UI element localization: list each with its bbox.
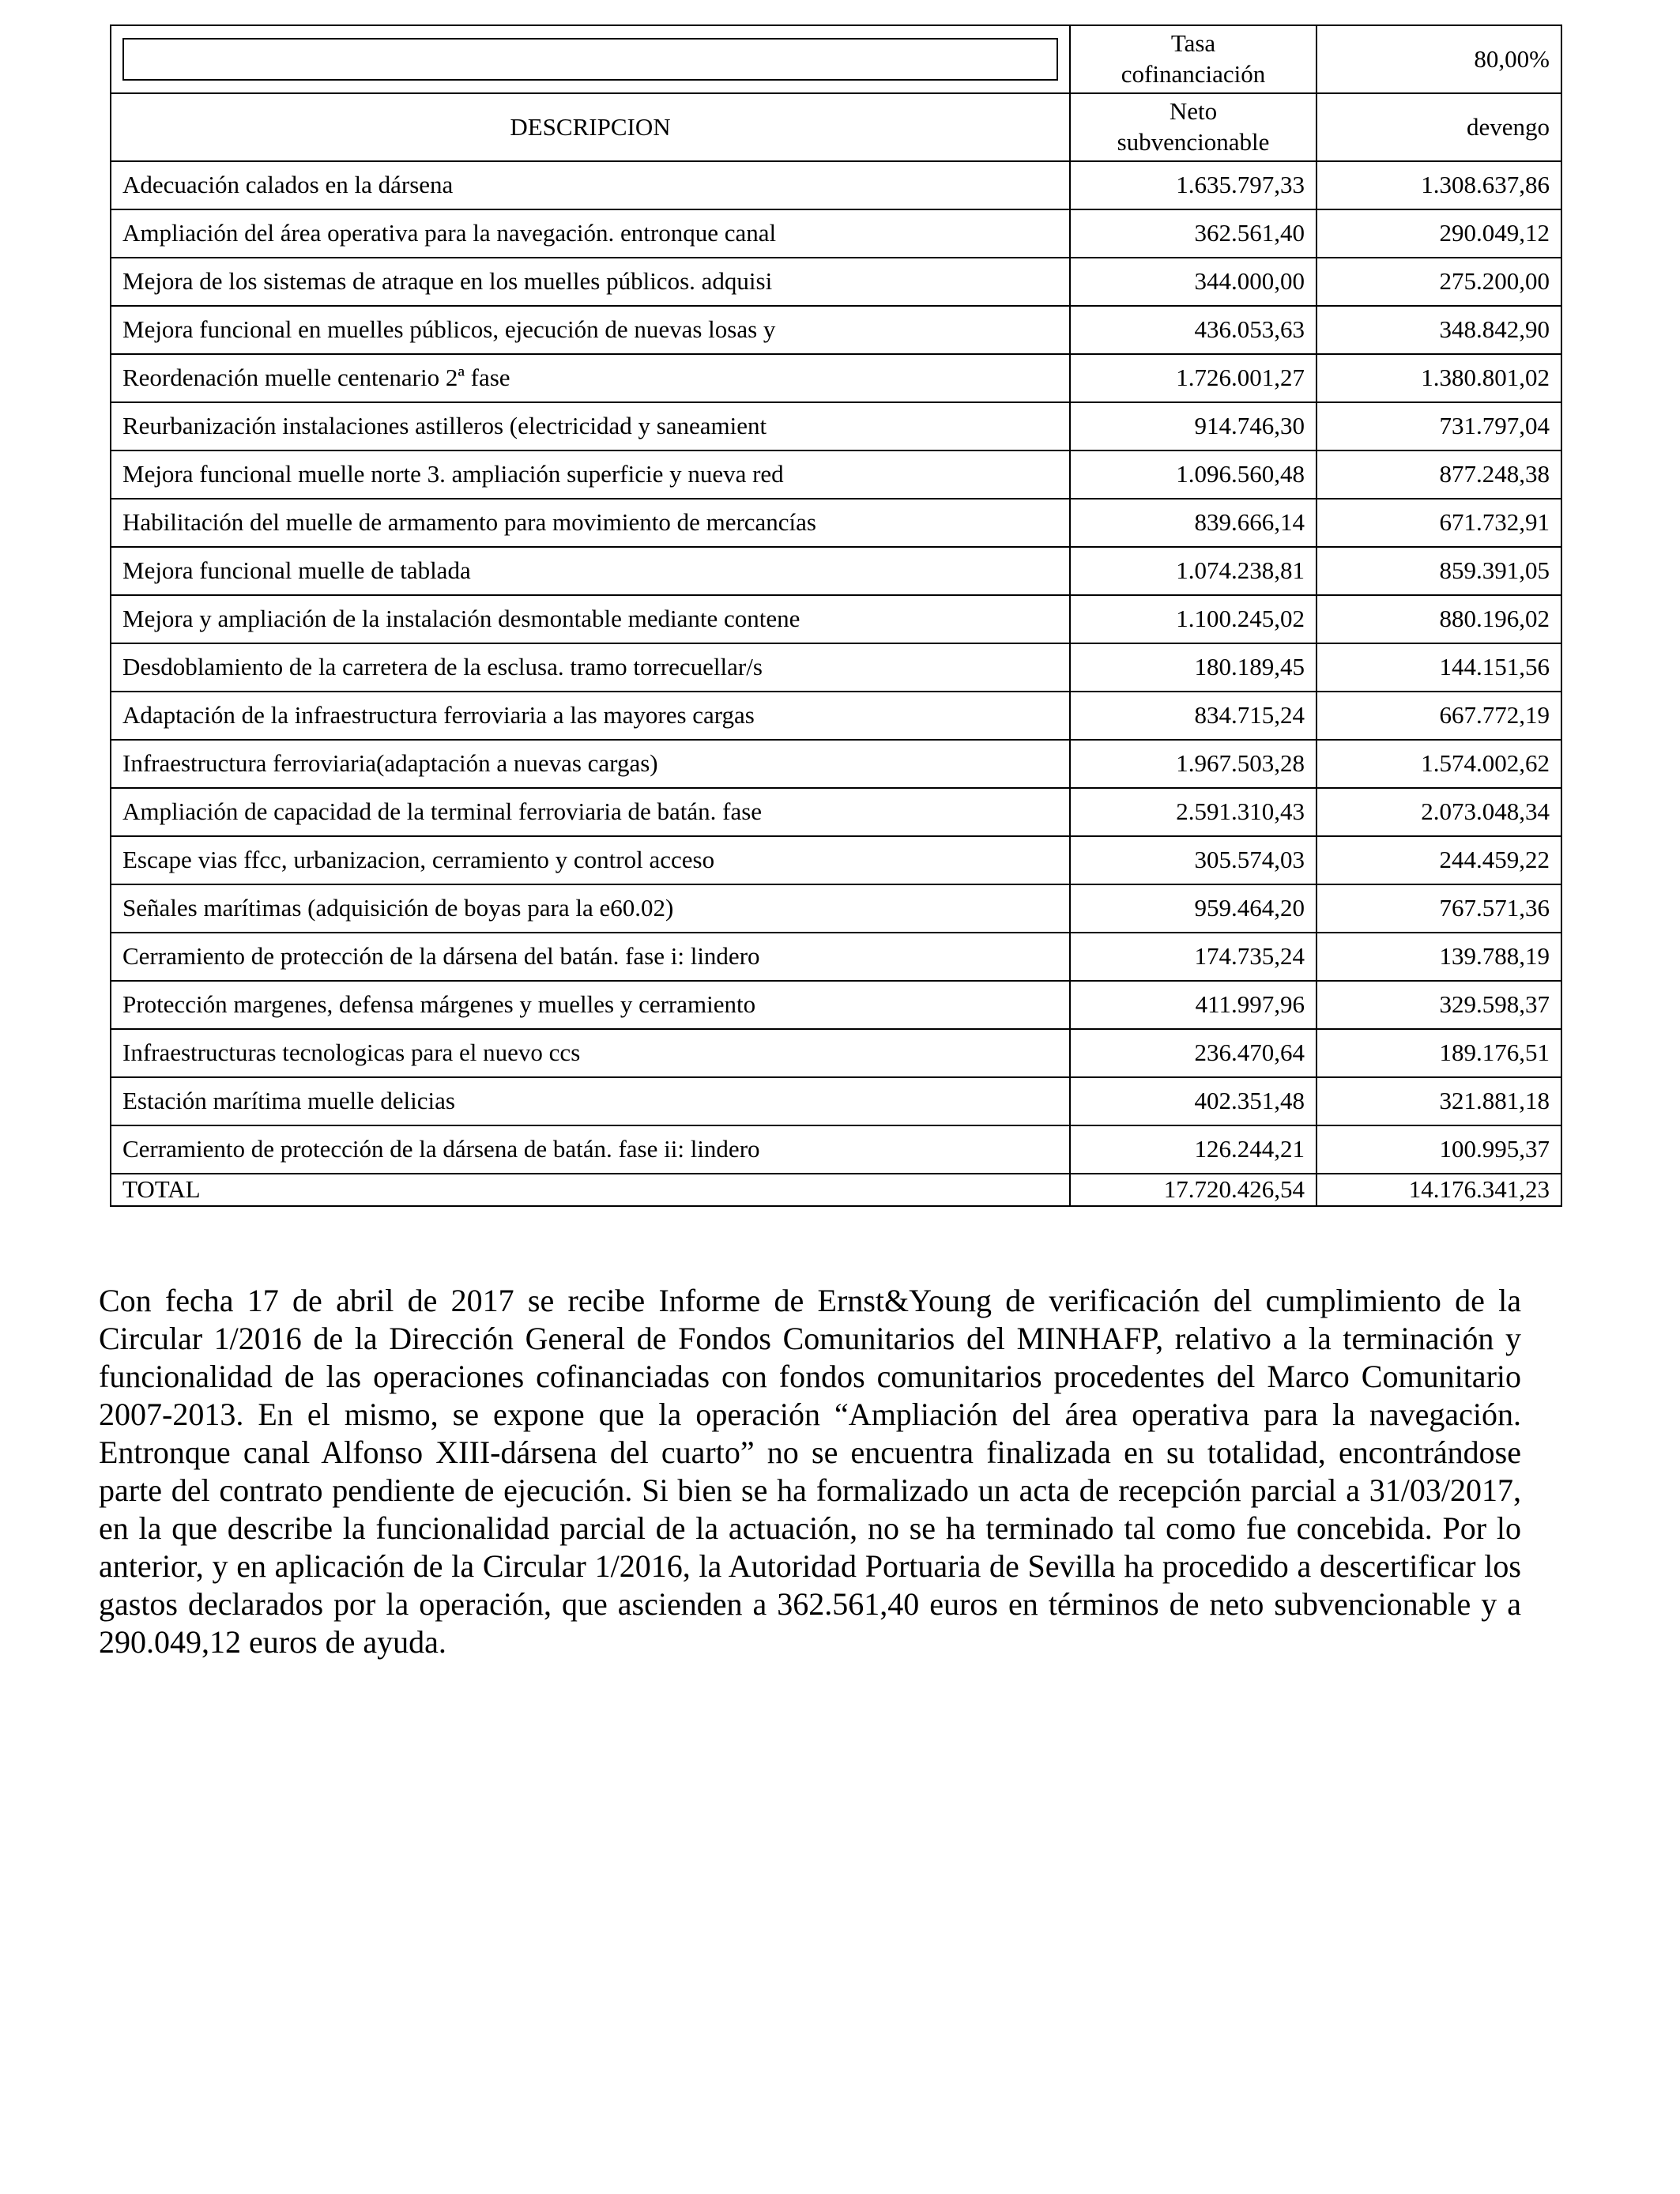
row-neto-value: 1.967.503,28 xyxy=(1070,740,1317,788)
row-description: Infraestructura ferroviaria(adaptación a nuevas cargas) xyxy=(111,740,1070,788)
total-row xyxy=(111,1174,1561,1206)
row-neto-value: 236.470,64 xyxy=(1070,1029,1317,1077)
row-devengo-value: 329.598,37 xyxy=(1317,981,1561,1029)
table-row xyxy=(111,258,1561,306)
row-neto-value: 839.666,14 xyxy=(1070,499,1317,547)
row-devengo-value: 348.842,90 xyxy=(1317,306,1561,354)
row-devengo-value: 244.459,22 xyxy=(1317,836,1561,884)
table-row xyxy=(111,643,1561,692)
row-description: Mejora funcional muelle de tablada xyxy=(111,547,1070,595)
row-neto-value: 174.735,24 xyxy=(1070,933,1317,981)
row-neto-value: 344.000,00 xyxy=(1070,258,1317,306)
total-neto-value: 17.720.426,54 xyxy=(1070,1174,1317,1206)
row-neto-value: 914.746,30 xyxy=(1070,402,1317,450)
table-row xyxy=(111,161,1561,209)
row-devengo-value: 859.391,05 xyxy=(1317,547,1561,595)
row-neto-value: 411.997,96 xyxy=(1070,981,1317,1029)
row-description: Adaptación de la infraestructura ferroviaria a las mayores cargas xyxy=(111,692,1070,740)
row-description: Estación marítima muelle delicias xyxy=(111,1077,1070,1125)
table-row xyxy=(111,933,1561,981)
header-row-rate xyxy=(111,25,1561,93)
row-description: Mejora de los sistemas de atraque en los muelles públicos. adquisi xyxy=(111,258,1070,306)
table-row xyxy=(111,1125,1561,1174)
rate-label-cell xyxy=(1070,25,1317,93)
table-row xyxy=(111,981,1561,1029)
devengo-header: devengo xyxy=(1317,93,1561,161)
row-neto-value: 436.053,63 xyxy=(1070,306,1317,354)
row-description: Ampliación del área operativa para la navegación. entronque canal xyxy=(111,209,1070,258)
table-row xyxy=(111,306,1561,354)
row-description: Protección margenes, defensa márgenes y muelles y cerramiento xyxy=(111,981,1070,1029)
row-description: Señales marítimas (adquisición de boyas para la e60.02) xyxy=(111,884,1070,933)
table-row xyxy=(111,547,1561,595)
table-row xyxy=(111,354,1561,402)
table-row xyxy=(111,1077,1561,1125)
row-neto-value: 1.635.797,33 xyxy=(1070,161,1317,209)
row-description: Adecuación calados en la dársena xyxy=(111,161,1070,209)
row-description: Desdoblamiento de la carretera de la esclusa. tramo torrecuellar/s xyxy=(111,643,1070,692)
row-description: Habilitación del muelle de armamento para movimiento de mercancías xyxy=(111,499,1070,547)
row-devengo-value: 1.574.002,62 xyxy=(1317,740,1561,788)
row-neto-value: 959.464,20 xyxy=(1070,884,1317,933)
table-row xyxy=(111,402,1561,450)
table-row xyxy=(111,884,1561,933)
row-neto-value: 402.351,48 xyxy=(1070,1077,1317,1125)
report-paragraph: Con fecha 17 de abril de 2017 se recibe Informe de Ernst&Young de verificación del cumplimiento de la Circular 1/2016 de la Dirección General de Fondos Comunitarios del MINHAFP, relativo a la terminación y funcionalidad de las operaciones cofinanciadas con fondos comunitarios procedentes del Marco Comunitario 2007-2013. En el mismo, se expone que la operación “Ampliación del área operativa para la navegación. Entronque canal Alfonso XIII-dársena del cuarto” no se encuentra finalizada en su totalidad, encontrándose parte del contrato pendiente de ejecución. Si bien se ha formalizado un acta de recepción parcial a 31/03/2017, en la que describe la funcionalidad parcial de la actuación, no se ha terminado tal como fue concebida. Por lo anterior, y en aplicación de la Circular 1/2016, la Autoridad Portuaria de Sevilla ha procedido a descertificar los gastos declarados por la operación, que ascienden a 362.561,40 euros en términos de neto subvencionable y a 290.049,12 euros de ayuda. xyxy=(99,1283,1521,1660)
row-devengo-value: 144.151,56 xyxy=(1317,643,1561,692)
row-devengo-value: 1.380.801,02 xyxy=(1317,354,1561,402)
row-devengo-value: 2.073.048,34 xyxy=(1317,788,1561,836)
row-neto-value: 1.074.238,81 xyxy=(1070,547,1317,595)
row-description: Mejora y ampliación de la instalación desmontable mediante contene xyxy=(111,595,1070,643)
row-description: Mejora funcional en muelles públicos, ejecución de nuevas losas y xyxy=(111,306,1070,354)
table-row xyxy=(111,836,1561,884)
row-devengo-value: 877.248,38 xyxy=(1317,450,1561,499)
row-neto-value: 126.244,21 xyxy=(1070,1125,1317,1174)
row-neto-value: 305.574,03 xyxy=(1070,836,1317,884)
row-devengo-value: 100.995,37 xyxy=(1317,1125,1561,1174)
neto-header-line2: subvencionable xyxy=(1117,128,1270,156)
row-devengo-value: 767.571,36 xyxy=(1317,884,1561,933)
row-neto-value: 1.096.560,48 xyxy=(1070,450,1317,499)
table-row xyxy=(111,692,1561,740)
cofinancing-table xyxy=(110,25,1562,1207)
total-label: TOTAL xyxy=(111,1174,1070,1206)
row-devengo-value: 275.200,00 xyxy=(1317,258,1561,306)
row-devengo-value: 290.049,12 xyxy=(1317,209,1561,258)
row-neto-value: 1.100.245,02 xyxy=(1070,595,1317,643)
row-neto-value: 1.726.001,27 xyxy=(1070,354,1317,402)
description-header: DESCRIPCION xyxy=(111,93,1070,161)
neto-header-cell xyxy=(1070,93,1317,161)
row-devengo-value: 667.772,19 xyxy=(1317,692,1561,740)
row-description: Cerramiento de protección de la dársena de batán. fase ii: lindero xyxy=(111,1125,1070,1174)
row-description: Cerramiento de protección de la dársena del batán. fase i: lindero xyxy=(111,933,1070,981)
total-devengo-value: 14.176.341,23 xyxy=(1317,1174,1561,1206)
rate-label-line2: cofinanciación xyxy=(1121,60,1266,88)
row-devengo-value: 731.797,04 xyxy=(1317,402,1561,450)
row-description: Infraestructuras tecnologicas para el nuevo ccs xyxy=(111,1029,1070,1077)
row-neto-value: 180.189,45 xyxy=(1070,643,1317,692)
blank-field-cell xyxy=(111,25,1070,93)
table-body xyxy=(111,25,1561,1206)
table-row xyxy=(111,740,1561,788)
table-row xyxy=(111,209,1561,258)
row-description: Reordenación muelle centenario 2ª fase xyxy=(111,354,1070,402)
row-devengo-value: 321.881,18 xyxy=(1317,1077,1561,1125)
header-row-columns xyxy=(111,93,1561,161)
row-neto-value: 834.715,24 xyxy=(1070,692,1317,740)
row-neto-value: 362.561,40 xyxy=(1070,209,1317,258)
row-devengo-value: 1.308.637,86 xyxy=(1317,161,1561,209)
rate-value: 80,00% xyxy=(1317,25,1561,93)
table-row xyxy=(111,450,1561,499)
row-description: Mejora funcional muelle norte 3. ampliación superficie y nueva red xyxy=(111,450,1070,499)
blank-input-box xyxy=(122,38,1058,81)
neto-header-line1: Neto xyxy=(1169,97,1218,126)
row-devengo-value: 139.788,19 xyxy=(1317,933,1561,981)
row-description: Ampliación de capacidad de la terminal ferroviaria de batán. fase xyxy=(111,788,1070,836)
row-devengo-value: 189.176,51 xyxy=(1317,1029,1561,1077)
row-neto-value: 2.591.310,43 xyxy=(1070,788,1317,836)
table-row xyxy=(111,499,1561,547)
table-row xyxy=(111,1029,1561,1077)
rate-label-line1: Tasa xyxy=(1170,29,1216,58)
row-description: Escape vias ffcc, urbanizacion, cerramiento y control acceso xyxy=(111,836,1070,884)
row-devengo-value: 671.732,91 xyxy=(1317,499,1561,547)
row-devengo-value: 880.196,02 xyxy=(1317,595,1561,643)
table-row xyxy=(111,595,1561,643)
table-row xyxy=(111,788,1561,836)
row-description: Reurbanización instalaciones astilleros (electricidad y saneamient xyxy=(111,402,1070,450)
